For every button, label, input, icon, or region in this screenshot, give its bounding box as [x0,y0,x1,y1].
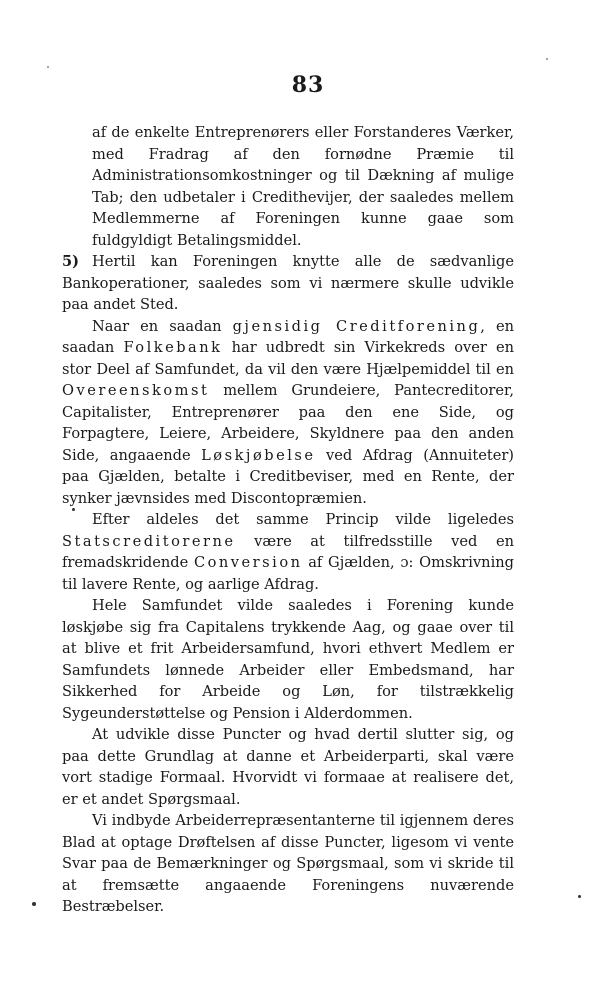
text-run: Naar en saadan [92,317,222,335]
page-number: 83 [291,72,325,98]
list-number: 5) [62,253,80,270]
emphasis-term: gjensidig Creditforening [232,317,481,335]
text-run: være at tilfredsstille ved en fremadskridende [62,532,515,571]
paragraph-continuation: af de enkelte Entreprenørers eller Forstanderes Værker, med Fradrag af den fornødne Præmie til Administrationsomkostninger og til Dækning af mulige Tab; den udbetaler i Credithevijer, der saaledes mellem Medlemmerne af Foreningen kunne gaae som fuldgyldigt Betalingsmiddel. [92,124,514,249]
text-run: mellem Grundeiere, Pantecreditorer, Capitalister, Entreprenører paa den ene Side, og Forpagtere, Leiere, Arbeidere, Skyldnere paa den anden Side, angaaende [62,382,514,464]
emphasis-term: Statscreditorerne [62,532,236,550]
list-item-text: Hertil kan Foreningen knytte alle de sædvanlige Bankoperationer, saaledes som vi nærmere skulle udvikle paa andet Sted. [62,253,514,313]
list-item-5 [62,251,514,316]
emphasis-term: Løskjøbelse [201,446,316,464]
paragraph-creditforening [62,316,514,510]
paragraph-arbeiderrepraesentanter: Vi indbyde Arbeiderrepræsentanterne til igjennem deres Blad at optage Drøftelsen af disse Puncter, ligesom vi vente Svar paa de Bemærkninger og Spørgsmaal, som vi skride til at fremsætte angaaende Foreningens nuværende Bestræbelser. [62,812,514,915]
text-run: af Gjælden, ɔ: Omskrivning til lavere Rente, og aarlige Afdrag. [62,554,514,593]
text-run: , en saadan [62,317,514,356]
paragraph-puncter: At udvikle disse Puncter og hvad dertil slutter sig, og paa dette Grundlag at danne et Arbeiderparti, skal være vort stadige Formaal. Hvorvidt vi formaae at realisere det, er et andet Spørgsmaal. [62,726,514,808]
text-run: Efter aldeles det samme Princip vilde ligeledes [92,511,514,528]
paragraph-samfundet: Hele Samfundet vilde saaledes i Forening kunde løskjøbe sig fra Capitalens trykkende Aag, og gaae over til at blive et frit Arbeidersamfund, hvori ethvert Medlem er Samfundets lønnede Arbeider eller Embedsmand, har Sikkerhed for Arbeide og Løn, for tilstrækkelig Sygeunderstøttelse og Pension i Alderdommen. [62,597,514,722]
emphasis-term: Folkebank [123,339,223,356]
scan-speck [546,58,548,60]
scan-speck [32,902,36,906]
paragraph-statscreditorer [62,509,514,595]
text-run: har udbredt sin Virkekreds over en stor Deel af Samfundet, da vil den være Hjælpemiddel til en [62,339,515,378]
emphasis-term: Conversion [193,554,303,571]
emphasis-term: Overeenskomst [62,382,210,399]
scan-speck [72,508,75,511]
body-text [62,122,514,918]
text-run: ved Afdrag (Annuiteter) paa Gjælden, betalte i Creditbeviser, med en Rente, der synker jævnsides med Discontopræmien. [62,446,514,507]
scan-speck [47,66,49,68]
scan-speck [578,895,581,898]
